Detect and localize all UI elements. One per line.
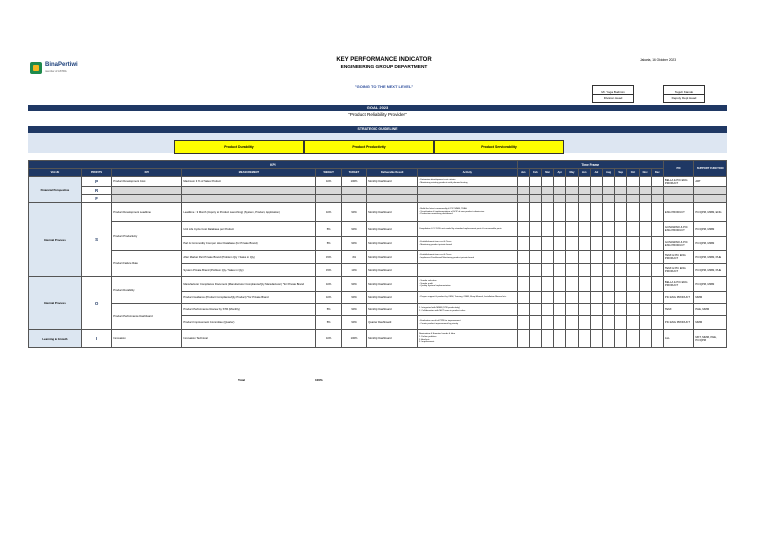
activity-cell: - Vendor selection - Vendor audit - Quality System Implementation	[418, 277, 518, 292]
deliverable-cell: Monthly Dashboard	[367, 330, 418, 348]
strategy-product-productivity: Product Productivity	[304, 140, 434, 154]
month-mar: Mar	[542, 169, 554, 177]
support-cell: ART	[694, 177, 727, 187]
signature-role: Deputy Dept Head	[664, 94, 704, 100]
table-row	[29, 251, 727, 264]
goal-label: GOAL 2023	[28, 105, 727, 111]
deliverable-cell: Monthly Dashboard	[367, 237, 418, 251]
pic-cell: TEMI	[663, 304, 693, 316]
month-apr: Apr	[554, 169, 566, 177]
target-cell: 4%	[341, 251, 366, 264]
measurement-cell: Part & Commodity Cost per Hour Database (for Private Brand)	[182, 237, 316, 251]
signature-box-deputy-head	[663, 85, 705, 103]
total-value: 100%	[315, 378, 323, 382]
month-aug: Aug	[602, 169, 614, 177]
total-label: Total	[238, 378, 245, 382]
value-learning-growth: Learning & Growth	[29, 330, 82, 348]
support-cell: MMM	[694, 316, 727, 330]
month-feb: Feb	[529, 169, 541, 177]
month-sep: Sep	[615, 169, 627, 177]
target-cell: 10%	[341, 264, 366, 277]
pic-cell: ALL	[663, 330, 693, 348]
weight-cell: 5%	[316, 316, 341, 330]
kpi-cell: Product Performance Dashboard	[112, 304, 182, 330]
weight-cell: 15%	[316, 251, 341, 264]
measurement-cell: Unit Life Cycle Cost Database per Product	[182, 222, 316, 237]
col-measurement: MEASUREMENT	[182, 169, 316, 177]
month-jan: Jan	[517, 169, 529, 177]
weight-cell: 15%	[316, 264, 341, 277]
measurement-cell: Product Improvement Committee (Quarter)	[182, 316, 316, 330]
target-cell: 100%	[341, 330, 366, 348]
month-nov: Nov	[639, 169, 651, 177]
measurement-cell: System Private Brand (Problem Qty / Sales in Qty)	[182, 264, 316, 277]
activity-cell: - Establishment item cost & Teser - Implement Dashboard Monitoring product private brand	[418, 251, 518, 264]
document-date: Jakarta, 16 Oktober 2023	[640, 58, 676, 62]
pic-cell: ENG PRODUCT	[663, 203, 693, 222]
kpi-cell: Product Development Cost	[112, 177, 182, 187]
table-row	[29, 277, 727, 292]
table-row	[29, 304, 727, 316]
measurement-cell: After Market Part Private Brand (Problem Qty / Sales in Qty)	[182, 251, 316, 264]
weight-cell: 5%	[316, 237, 341, 251]
col-weight: WEIGHT	[316, 169, 341, 177]
kpi-table	[28, 160, 727, 348]
activity-cell: 1. Integrated with MMM (STR productivity) 2. Collaboration with MKT team in product sales	[418, 304, 518, 316]
signature-box-division-head	[592, 85, 634, 103]
weight-cell: 10%	[316, 277, 341, 292]
pic-cell: BELLA & PIC ENG PRODUCT	[663, 177, 693, 187]
deliverable-cell: Monthly Dashboard	[367, 277, 418, 292]
weight-cell: 10%	[316, 203, 341, 222]
col-profits: PROFITS	[81, 169, 111, 177]
strategy-product-serviceability: Product Serviceability	[434, 140, 564, 154]
month-jul: Jul	[590, 169, 602, 177]
pic-cell: TEMI & PIC ENG PRODUCT	[663, 264, 693, 277]
col-kpi: KPI	[112, 169, 182, 177]
deliverable-cell: Monthly Dashboard	[367, 264, 418, 277]
pic-cell: TEMI & PIC ENG PRODUCT	[663, 251, 693, 264]
kpi-group-header: KPI	[29, 161, 518, 169]
value-financial: Financial Perspective	[29, 177, 82, 203]
activity-cell: - Proper support & product by OEM, Training, OMM, Shop Manual, Installation Manual etc.	[418, 292, 518, 304]
kpi-cell: Product Development Leadtime	[112, 203, 182, 222]
logo-text: BinaPertiwi	[45, 62, 78, 68]
activity-cell: - Establishment item cost & Teser - Monitoring product private brand	[418, 237, 518, 251]
col-value: VALUE	[29, 169, 82, 177]
col-target: TARGET	[341, 169, 366, 177]
month-jun: Jun	[578, 169, 590, 177]
deliverable-cell: Monthly Dashboard	[367, 177, 418, 187]
profit-letter: I	[81, 330, 111, 348]
strategy-product-durability: Product Durability	[174, 140, 304, 154]
pic-cell: PIC ENG PRODUCT	[663, 316, 693, 330]
month-oct: Oct	[627, 169, 639, 177]
support-cell: PC/QPM, MMM, ENG	[694, 203, 727, 222]
weight-cell: 5%	[316, 222, 341, 237]
logo-subtext: member of ASTRA	[45, 70, 67, 73]
value-internal-process: Internal Process	[29, 203, 82, 277]
deliverable-cell: Monthly Dashboard	[367, 304, 418, 316]
support-cell: PC/QPM, MMM	[694, 237, 727, 251]
kpi-cell: Product Failure Rate	[112, 251, 182, 277]
measurement-cell: Product Performance Review by STR (Monthly)	[182, 304, 316, 316]
measurement-cell: Maximum 3 % of Sales Product	[182, 177, 316, 187]
signature-role: Division Head	[593, 94, 633, 100]
support-cell: PHE, MMM	[694, 304, 727, 316]
pic-header: PIC	[663, 161, 693, 177]
table-row	[29, 222, 727, 237]
target-cell: 90%	[341, 203, 366, 222]
pic-cell: PIC ENG PRODUCT	[663, 292, 693, 304]
weight-cell: 10%	[316, 330, 341, 348]
profit-letter: S	[81, 203, 111, 277]
strategic-guideline-label: STRATEGIC GUIDELINE	[28, 126, 727, 133]
profit-letter: P	[81, 177, 111, 187]
kpi-cell: Innovation	[112, 330, 182, 348]
target-cell: 90%	[341, 222, 366, 237]
support-cell: PC/QPM, MMM, PHE	[694, 251, 727, 264]
kpi-cell: Product Productivity	[112, 222, 182, 251]
measurement-cell: Manufacturer Compliance Document (Manufacturer Compliance/Qty Manufacturer) *for Private Brand	[182, 277, 316, 292]
weight-cell: 10%	[316, 177, 341, 187]
month-may: May	[566, 169, 578, 177]
support-cell: PC/QPM, MMM	[694, 277, 727, 292]
target-cell: 90%	[341, 237, 366, 251]
pic-cell: GUNAWINO & PIC ENG PRODUCT	[663, 222, 693, 237]
measurement-cell: Innovation Technical	[182, 330, 316, 348]
deliverable-cell: Quarter Dashboard	[367, 316, 418, 330]
signature-name: Mr. Yoga Budimin	[601, 90, 625, 94]
activity-cell: Nomination & Ementor Ineeds & Idea 1. Define problem 2. Analysis 3. Improvement	[418, 330, 518, 348]
measurement-cell: Product Guidance (Product Compliance/Qty Product) *for Private Brand	[182, 292, 316, 304]
target-cell: 90%	[341, 277, 366, 292]
activity-cell: Compilation LCC DDS unit model by standard replacement parts & consumable parts	[418, 222, 518, 237]
activity-cell: - Determine development cost criteria - Monitoring existing products with planned testing	[418, 177, 518, 187]
profit-letter: O	[81, 277, 111, 330]
document-title: KEY PERFORMANCE INDICATOR	[336, 57, 432, 63]
activity-cell	[418, 264, 518, 277]
month-dec: Dec	[651, 169, 663, 177]
target-cell: 90%	[341, 304, 366, 316]
document-subtitle: ENGINEERING GROUP DEPARTMENT	[340, 65, 428, 70]
activity-cell: - Build the latest commonality & PIC MMM, TEAS - Visualization & implementation of SOP of new product submission - Production monitoring dashboard	[418, 203, 518, 222]
time-frame-header: Time Frame	[517, 161, 663, 169]
support-cell: PC/QPM, MMM, PHE	[694, 264, 727, 277]
target-cell: 90%	[341, 316, 366, 330]
deliverable-cell: Monthly Dashboard	[367, 292, 418, 304]
support-header: SUPPORT FUNCTION	[694, 161, 727, 177]
support-cell: MMM	[694, 292, 727, 304]
deliverable-cell: Monthly Dashboard	[367, 251, 418, 264]
measurement-cell: Leadtime : 3 Month (Inquiry to Product Launching) (System, Product, Application)	[182, 203, 316, 222]
table-row	[29, 330, 727, 348]
signature-name: Teguh Kiando	[674, 90, 694, 94]
table-row	[29, 195, 727, 203]
table-row	[29, 203, 727, 222]
target-cell: 100%	[341, 177, 366, 187]
col-deliverable: Deliverable Result	[367, 169, 418, 177]
activity-cell: - Evaluation result of PPR for improvement - Create product improvement by priority	[418, 316, 518, 330]
deliverable-cell: Monthly Dashboard	[367, 203, 418, 222]
goal-text: "Product Reliability Provider"	[348, 112, 407, 117]
pic-cell: GUNAWINO & PIC ENG PRODUCT	[663, 237, 693, 251]
weight-cell: 5%	[316, 304, 341, 316]
table-row	[29, 187, 727, 195]
profit-letter: F	[81, 195, 111, 203]
kpi-cell: Product Durability	[112, 277, 182, 304]
pic-cell: BELLA & PIC ENG PRODUCT	[663, 277, 693, 292]
col-activity: Activity	[418, 169, 518, 177]
weight-cell: 10%	[316, 292, 341, 304]
deliverable-cell: Monthly Dashboard	[367, 222, 418, 237]
table-row	[29, 177, 727, 187]
profit-letter: R	[81, 187, 111, 195]
tagline: "GOING TO THE NEXT LEVEL"	[354, 84, 414, 89]
value-internal-process-2: Internal Process	[29, 277, 82, 330]
support-cell: MKT, MMM, PHE, PC/QPM	[694, 330, 727, 348]
support-cell: PC/QPM, MMM	[694, 222, 727, 237]
target-cell: 90%	[341, 292, 366, 304]
